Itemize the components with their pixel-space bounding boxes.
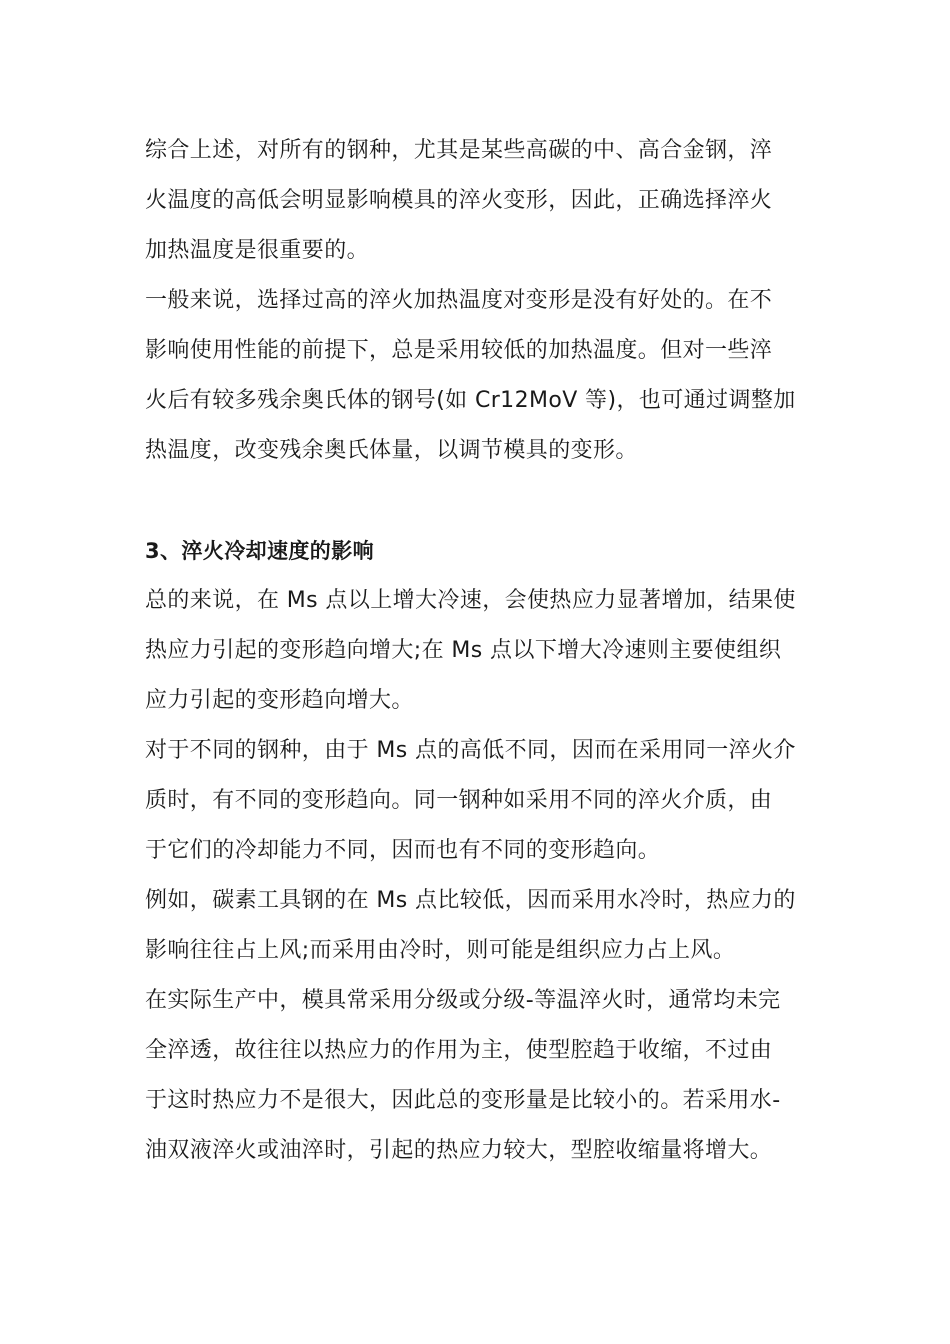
- section-heading: 3、淬火冷却速度的影响: [145, 539, 375, 563]
- paragraph-quench-temperature-summary: [145, 126, 810, 276]
- text-line: 一般来说，选择过高的淬火加热温度对变形是没有好处的。在不: [145, 288, 773, 313]
- text-line: 对于不同的钢种，由于 Ms 点的高低不同，因而在采用同一淬火介: [145, 738, 796, 763]
- paragraph-heating-temperature: [145, 276, 810, 476]
- text-line: 热温度，改变残余奥氏体量，以调节模具的变形。: [145, 438, 638, 463]
- text-line: 于这时热应力不是很大，因此总的变形量是比较小的。若采用水-: [145, 1088, 781, 1113]
- text-line: 应力引起的变形趋向增大。: [145, 688, 414, 713]
- text-line: 影响使用性能的前提下，总是采用较低的加热温度。但对一些淬: [145, 338, 773, 363]
- text-line: 例如，碳素工具钢的在 Ms 点比较低，因而采用水冷时，热应力的: [145, 888, 796, 913]
- text-line: 于它们的冷却能力不同，因而也有不同的变形趋向。: [145, 838, 661, 863]
- text-line: 火后有较多残余奥氏体的钢号(如 Cr12MoV 等)，也可通过调整加: [145, 388, 796, 413]
- text-line: 火温度的高低会明显影响模具的淬火变形，因此，正确选择淬火: [145, 188, 773, 213]
- text-line: 全淬透，故往往以热应力的作用为主，使型腔趋于收缩，不过由: [145, 1038, 773, 1063]
- paragraph-production-practice: [145, 976, 810, 1176]
- text-line: 影响往往占上风;而采用由冷时，则可能是组织应力占上风。: [145, 938, 736, 963]
- text-line: 加热温度是很重要的。: [145, 238, 370, 263]
- paragraph-steel-grades: [145, 726, 810, 876]
- paragraph-cooling-rate-general: [145, 576, 810, 726]
- text-line: 综合上述，对所有的钢种，尤其是某些高碳的中、高合金钢，淬: [145, 138, 773, 163]
- section-spacer: [145, 476, 810, 526]
- paragraph-carbon-tool-steel-example: [145, 876, 810, 976]
- text-line: 质时，有不同的变形趋向。同一钢种如采用不同的淬火介质，由: [145, 788, 773, 813]
- text-line: 总的来说，在 Ms 点以上增大冷速，会使热应力显著增加，结果使: [145, 588, 796, 613]
- document-body: [145, 126, 810, 1176]
- text-line: 热应力引起的变形趋向增大;在 Ms 点以下增大冷速则主要使组织: [145, 638, 782, 663]
- text-line: 油双液淬火或油淬时，引起的热应力较大，型腔收缩量将增大。: [145, 1138, 773, 1163]
- text-line: 在实际生产中，模具常采用分级或分级-等温淬火时，通常均未完: [145, 988, 781, 1013]
